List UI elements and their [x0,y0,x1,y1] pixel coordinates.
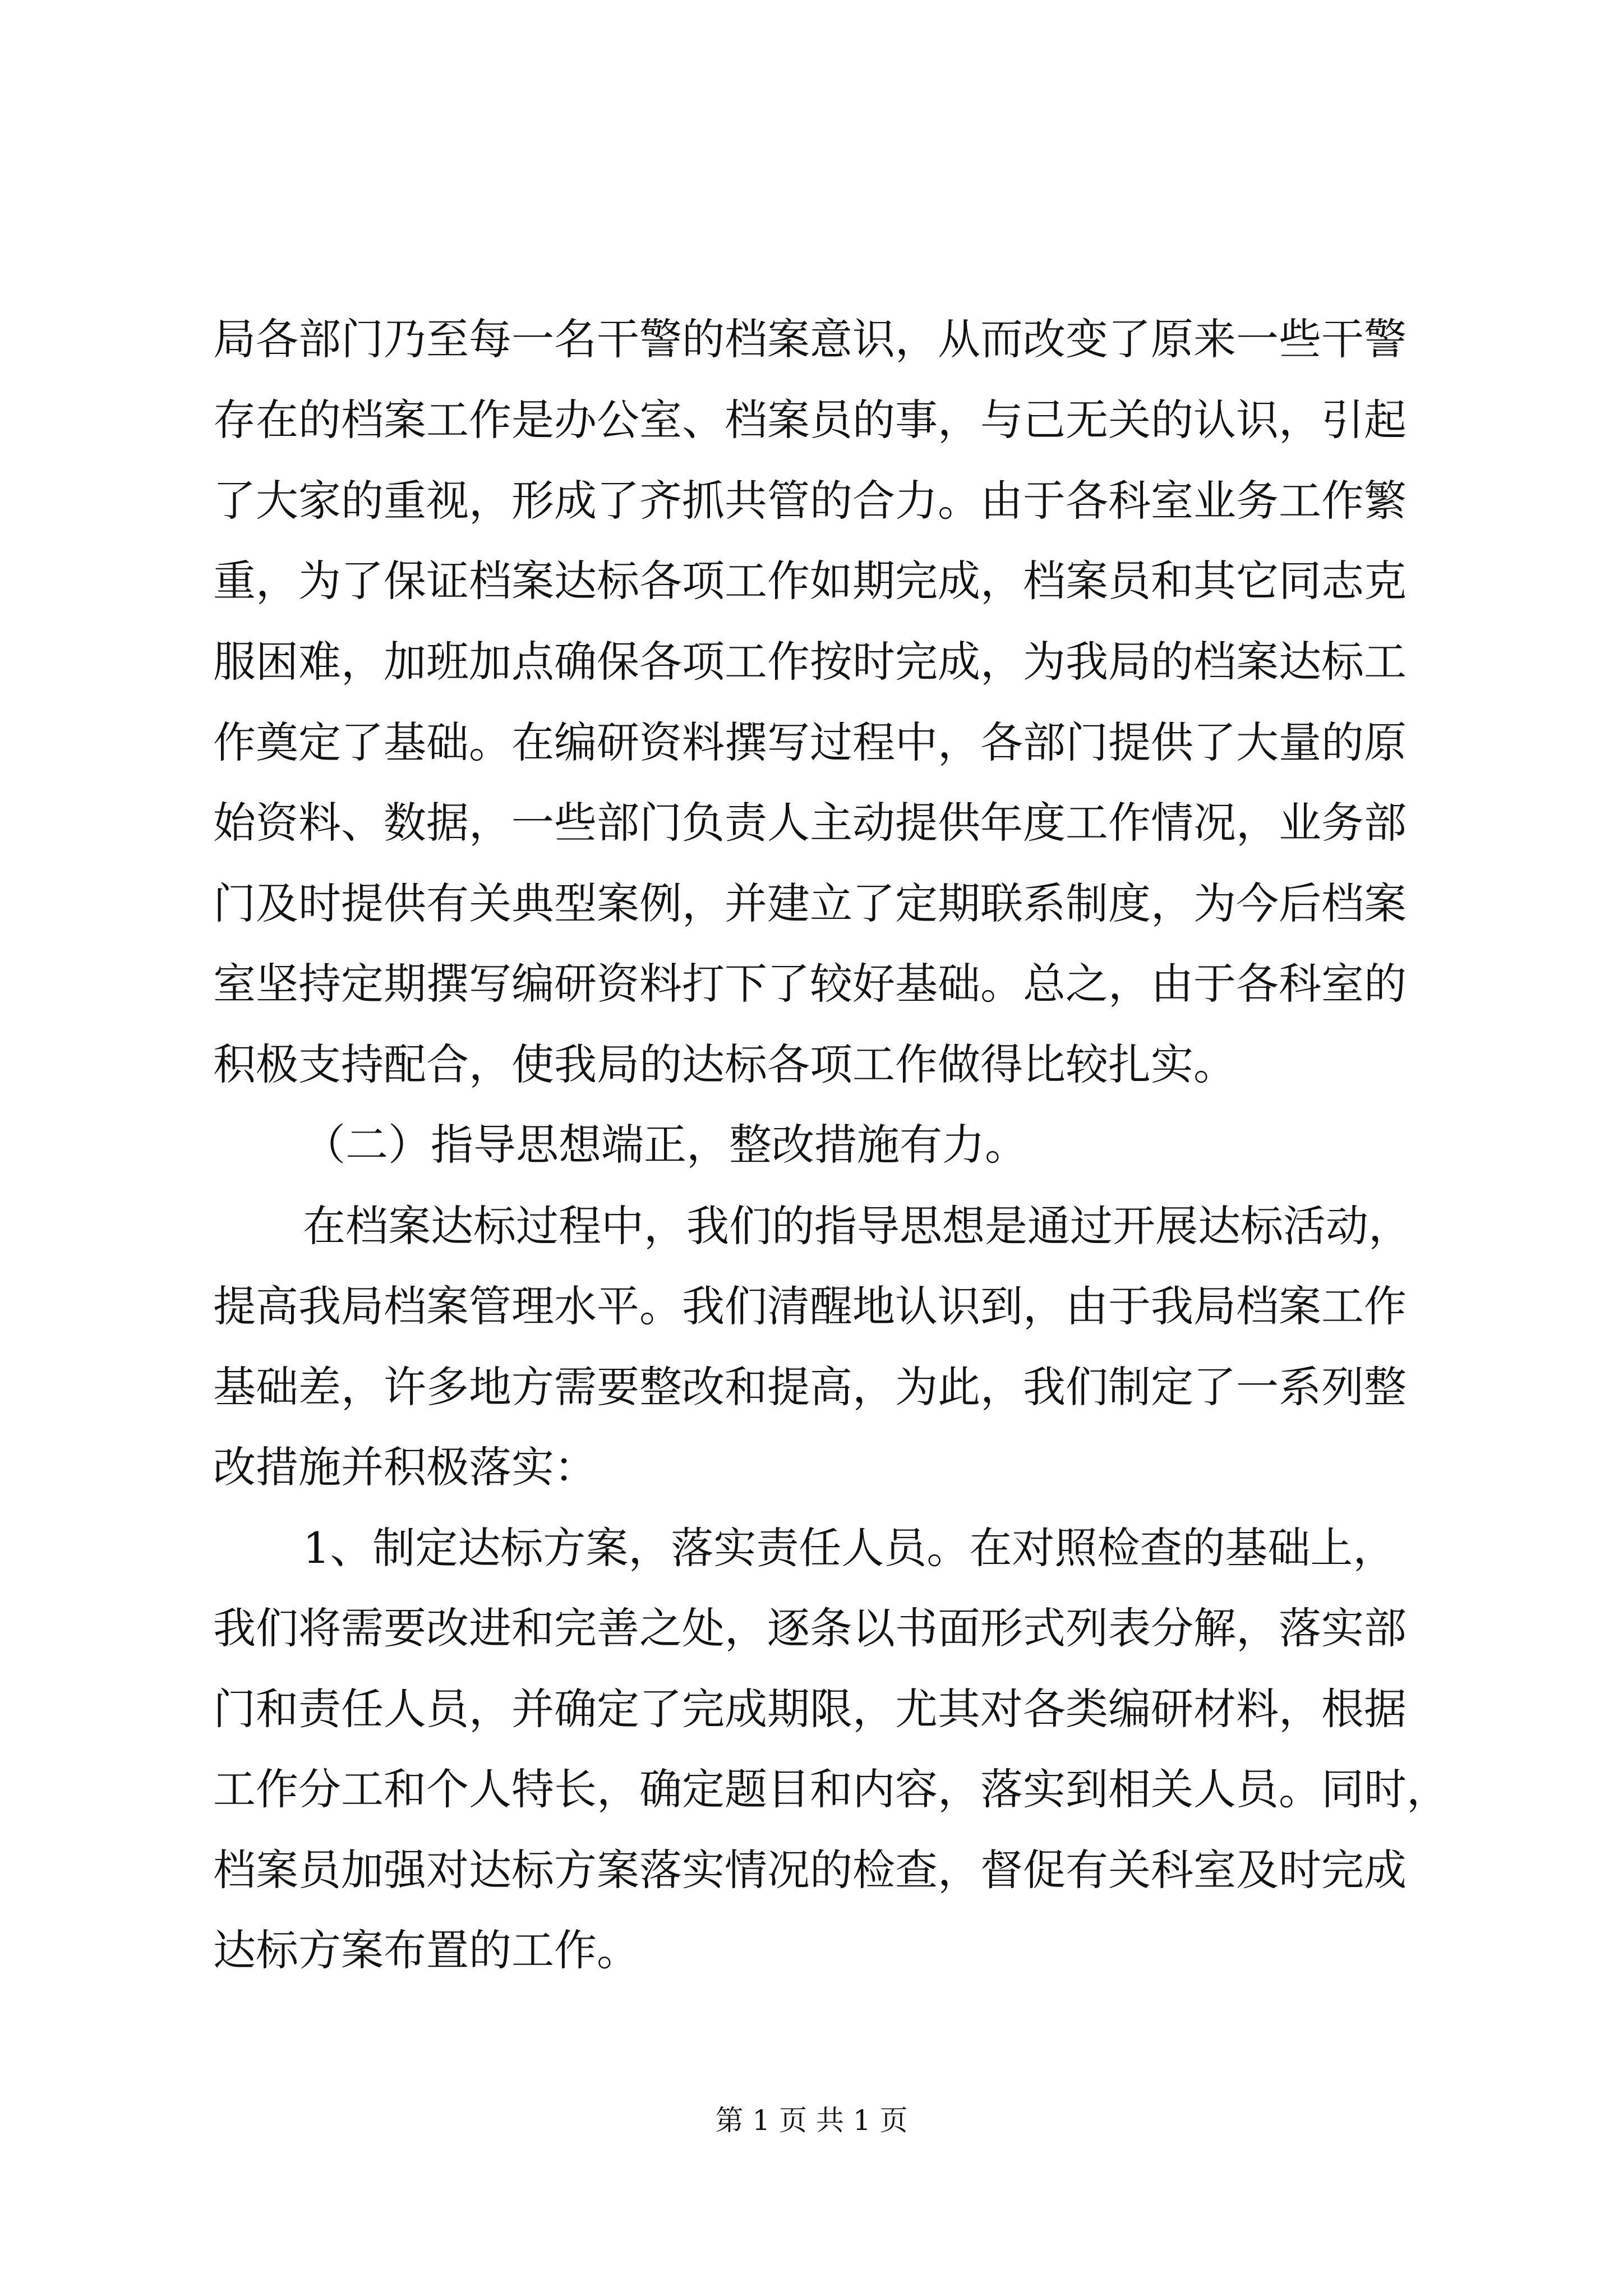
text-line: 室坚持定期撰写编研资料打下了较好基础。总之，由于各科室的 [213,959,1407,1009]
text-line: 工作分工和个人特长，确定题目和内容，落实到相关人员。同时， [213,1764,1449,1814]
text-line: 改措施并积极落实： [213,1442,597,1492]
text-line: 达标方案布置的工作。 [213,1925,639,1975]
text-line: 了大家的重视，形成了齐抓共管的合力。由于各科室业务工作繁 [213,476,1407,526]
text-line: 服困难，加班加点确保各项工作按时完成，为我局的档案达标工 [213,637,1407,687]
text-line: 重，为了保证档案达标各项工作如期完成，档案员和其它同志克 [213,556,1407,606]
text-line: 门和责任人员，并确定了完成期限，尤其对各类编研材料，根据 [213,1684,1407,1734]
text-line: 始资料、数据，一些部门负责人主动提供年度工作情况，业务部 [213,798,1407,848]
text-line: 我们将需要改进和完善之处，逐条以书面形式列表分解，落实部 [213,1603,1407,1653]
text-line: 基础差，许多地方需要整改和提高，为此，我们制定了一系列整 [213,1362,1407,1412]
section-heading: （二）指导思想端正，整改措施有力。 [303,1120,1027,1170]
text-line: 提高我局档案管理水平。我们清醒地认识到，由于我局档案工作 [213,1281,1407,1331]
text-line: 在档案达标过程中，我们的指导思想是通过开展达标活动， [303,1201,1411,1251]
text-line: 局各部门乃至每一名干警的档案意识，从而改变了原来一些干警 [213,314,1407,364]
text-line: 作奠定了基础。在编研资料撰写过程中，各部门提供了大量的原 [213,717,1407,767]
text-line: 门及时提供有关典型案例，并建立了定期联系制度，为今后档案 [213,878,1407,928]
text-line: 积极支持配合，使我局的达标各项工作做得比较扎实。 [213,1039,1236,1089]
numbered-item-heading: 1、制定达标方案，落实责任人员。在对照检查的基础上， [303,1523,1396,1573]
text-line: 存在的档案工作是办公室、档案员的事，与己无关的认识，引起 [213,395,1407,445]
page-number-footer: 第 1 页 共 1 页 [715,2104,908,2137]
text-line: 档案员加强对达标方案落实情况的检查，督促有关科室及时完成 [213,1845,1407,1895]
